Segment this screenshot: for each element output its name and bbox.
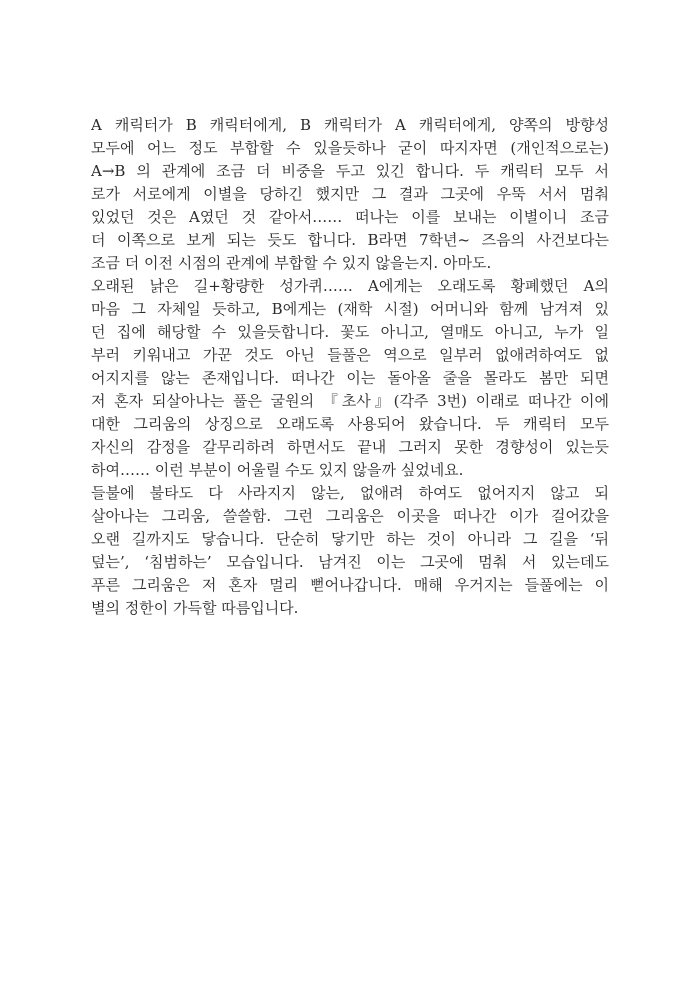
text-line: 대한 그리움의 상징으로 오래도록 사용되어 왔습니다. 두 캐릭터 모두 xyxy=(91,415,609,433)
text-line: 부러 키워내고 가꾼 것도 아닌 들풀은 역으로 일부러 없애려하여도 없 xyxy=(91,346,609,364)
text-line: 들불에 불타도 다 사라지지 않는, 없애려 하여도 없어지지 않고 되 xyxy=(91,484,609,502)
text-line: 푸른 그리움은 저 혼자 멀리 뻗어나갑니다. 매해 우거지는 들풀에는 이 xyxy=(91,576,609,594)
text-line: 로가 서로에게 이별을 당하긴 했지만 그 결과 그곳에 우뚝 서서 멈춰 xyxy=(91,185,609,203)
text-line: A→B 의 관계에 조금 더 비중을 두고 있긴 합니다. 두 캐릭터 모두 서 xyxy=(91,162,609,180)
text-line: 더 이쪽으로 보게 되는 듯도 합니다. B라면 7학년~ 즈음의 사건보다는 xyxy=(91,231,609,249)
text-line: 별의 정한이 가득할 따름입니다. xyxy=(91,599,299,617)
text-line: 자신의 감정을 갈무리하려 하면서도 끝내 그러지 못한 경향성이 있는듯 xyxy=(91,438,609,456)
text-line: 있었던 것은 A였던 것 같아서…… 떠나는 이를 보내는 이별이니 조금 xyxy=(91,208,609,226)
text-line: 모두에 어느 정도 부합할 수 있을듯하나 굳이 따지자면 (개인적으로는) xyxy=(91,139,609,157)
body-text xyxy=(91,114,609,620)
text-line: 조금 더 이전 시점의 관계에 부합할 수 있지 않을는지. 아마도. xyxy=(91,254,492,272)
text-line: 마음 그 자체일 듯하고, B에게는 (재학 시절) 어머니와 함께 남겨져 있 xyxy=(91,300,609,318)
text-line: 오랜 길까지도 닿습니다. 단순히 닿기만 하는 것이 아니라 그 길을 ‘뒤 xyxy=(91,530,609,548)
text-line: 살아나는 그리움, 쓸쓸함. 그런 그리움은 이곳을 떠나간 이가 걸어갔을 xyxy=(91,507,609,525)
text-line: 하여…… 이런 부분이 어울릴 수도 있지 않을까 싶었네요. xyxy=(91,461,464,479)
text-line: 저 혼자 되살아나는 풀은 굴원의 『초사』(각주 3번) 이래로 떠나간 이에 xyxy=(91,392,609,410)
text-line: 던 집에 해당할 수 있을듯합니다. 꽃도 아니고, 열매도 아니고, 누가 일 xyxy=(91,323,609,341)
text-line: 덮는’, ‘침범하는’ 모습입니다. 남겨진 이는 그곳에 멈춰 서 있는데도 xyxy=(91,553,609,571)
text-line: 오래된 낡은 길+황량한 성가퀴…… A에게는 오래도록 황폐했던 A의 xyxy=(91,277,609,295)
text-line: A 캐릭터가 B 캐릭터에게, B 캐릭터가 A 캐릭터에게, 양쪽의 방향성 xyxy=(91,116,609,134)
text-line: 어지지를 않는 존재입니다. 떠나간 이는 돌아올 줄을 몰라도 봄만 되면 xyxy=(91,369,609,387)
